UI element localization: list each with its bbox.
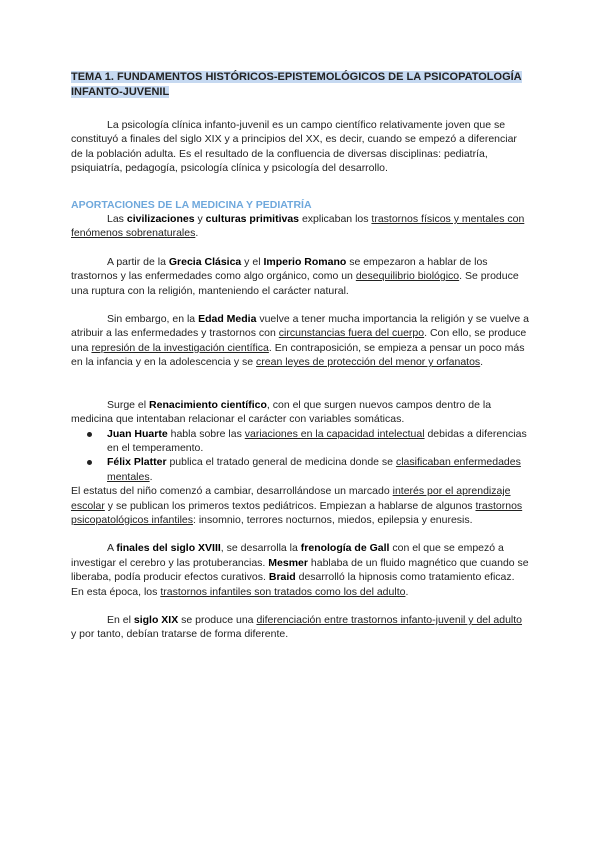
bullet-list — [71, 427, 529, 485]
paragraph-estatus-nino: El estatus del niño comenzó a cambiar, desarrollándose un marcado interés por el aprendizaje escolar y se publican los primeros textos pediátricos. Empiezan a hablarse de algunos trastornos psicopatológicos infantiles: insomnio, terrores nocturnos, miedos, epilepsia y enuresis. — [71, 485, 523, 526]
paragraph-siglo-xix: En el siglo XIX se produce una diferenciación entre trastornos infanto-juvenil y del adulto y por tanto, debían tratarse de forma diferente. — [71, 613, 523, 641]
paragraph-civilizaciones: Las civilizaciones y culturas primitivas explicaban los trastornos físicos y mentales con fenómenos sobrenaturales. — [71, 213, 525, 240]
paragraph-edad-media: Sin embargo, en la Edad Media vuelve a tener mucha importancia la religión y se vuelve a atribuir a las enfermedades y trastornos con circunstancias fuera del cuerpo. Con ello, se produce una represión de la investigación científica. En contraposición, se empieza a pensar un poco más en la infancia y en la adolescencia y se crean leyes de protección del menor y orfanatos. — [71, 313, 529, 369]
paragraph-grecia: A partir de la Grecia Clásica y el Imperio Romano se empezaron a hablar de los trastornos y las enfermedades como algo orgánico, como un desequilibrio biológico. Se produce una ruptura con la religión, manteniendo el carácter natural. — [71, 255, 519, 297]
list-item: Félix Platter publica el tratado general de medicina donde se clasificaban enfermedades mentales. — [107, 455, 529, 484]
paragraph-renacimiento: Surge el Renacimiento científico, con el que surgen nuevos campos dentro de la medicina que intentaban relacionar el carácter con variables somáticas. — [71, 398, 492, 426]
list-item: Juan Huarte habla sobre las variaciones en la capacidad intelectual debidas a diferencias en el temperamento. — [107, 427, 529, 456]
title-line-1: TEMA 1. FUNDAMENTOS HISTÓRICOS-EPISTEMOLÓGICOS DE LA PSICOPATOLOGÍA — [71, 71, 522, 83]
intro-paragraph: La psicología clínica infanto-juvenil es un campo científico relativamente joven que se constituyó a finales del siglo XIX y a principios del XX, es decir, cuando se empezó a diferenciar de la población adulta. Es el resultado de la confluencia de diversas disciplinas: pediatría, psiquiatría, pedagogía, psicología clínica y psicología del desarrollo. — [71, 119, 517, 175]
page-title — [71, 70, 529, 100]
title-line-2: INFANTO-JUVENIL — [71, 86, 170, 98]
section-heading: APORTACIONES DE LA MEDICINA Y PEDIATRÍA — [71, 198, 312, 211]
paragraph-siglo-xviii: A finales del siglo XVIII, se desarrolla la frenología de Gall con el que se empezó a investigar el cerebro y las protuberancias. Mesmer hablaba de un fluido magnético que cuando se liberaba, podía producir efectos curativos. Braid desarrolló la hipnosis como tratamiento eficaz. En esta época, los trastornos infantiles son tratados como los del adulto. — [71, 542, 529, 598]
document-page — [71, 70, 529, 642]
